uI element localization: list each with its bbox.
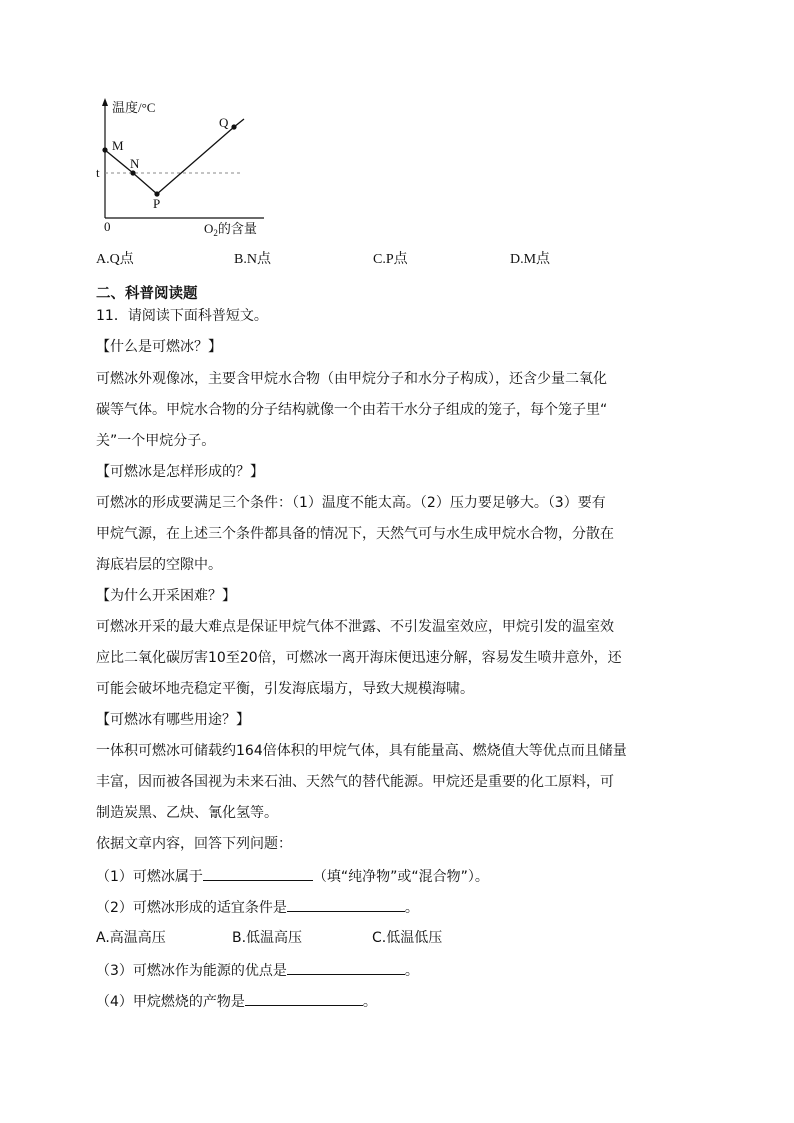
question-2 <box>96 897 419 918</box>
p4-line-3: 制造炭黑、乙炔、氰化氢等。 <box>96 805 278 821</box>
p4-line-2: 丰富，因而被各国视为未来石油、天然气的替代能源。甲烷还是重要的化工原料，可 <box>96 774 614 790</box>
p1-line-1: 可燃冰外观像冰，主要含甲烷水合物（由甲烷分子和水分子构成），还含少量二氧化 <box>96 371 607 387</box>
q2-text: （2）可燃冰形成的适宜条件是 <box>96 900 287 916</box>
heading-uses: 【可燃冰有哪些用途？】 <box>96 712 250 728</box>
heading-what: 【什么是可燃冰？】 <box>96 339 222 355</box>
p1-line-3: 关”一个甲烷分子。 <box>96 433 216 449</box>
temperature-curve <box>105 119 244 194</box>
q3-text-end: 。 <box>404 963 419 979</box>
q10-option-b[interactable]: B.N点 <box>234 252 271 267</box>
p1-line-2: 碳等气体。甲烷水合物的分子结构就像一个由若干水分子组成的笼子，每个笼子里“ <box>96 402 608 418</box>
q10-option-c[interactable]: C.P点 <box>373 252 408 267</box>
q2-option-a[interactable]: A.高温高压 <box>96 930 166 946</box>
label-p: P <box>153 196 161 211</box>
q3-answer-blank[interactable] <box>287 960 405 975</box>
q4-text: （4）甲烷燃烧的产物是 <box>96 994 245 1010</box>
label-q: Q <box>219 115 229 130</box>
heading-formation: 【可燃冰是怎样形成的？】 <box>96 464 264 480</box>
p3-line-3: 可能会破坏地壳稳定平衡，引发海底塌方，导致大规模海啸。 <box>96 681 474 697</box>
question-3 <box>96 960 419 981</box>
p2-line-1: 可燃冰的形成要满足三个条件：（1）温度不能太高。（2）压力要足够大。（3）要有 <box>96 495 606 511</box>
q2-options <box>96 928 696 948</box>
point-q <box>231 124 236 129</box>
temperature-o2-graph <box>88 92 288 242</box>
q4-text-end: 。 <box>362 994 377 1010</box>
q10-options <box>96 248 736 268</box>
section-title: 二、科普阅读题 <box>96 286 198 302</box>
label-m: M <box>112 138 124 153</box>
p3-line-1: 可燃冰开采的最大难点是保证甲烷气体不泄露、不引发温室效应，甲烷引发的温室效 <box>96 619 614 635</box>
q11-intro: 11．请阅读下面科普短文。 <box>96 308 268 324</box>
x-axis-label: $O_2$的含量 <box>204 221 257 238</box>
point-n <box>130 170 135 175</box>
p4-line-1: 一体积可燃冰可储载约164倍体积的甲烷气体，具有能量高、燃烧值大等优点而且储量 <box>96 743 627 759</box>
q4-answer-blank[interactable] <box>245 991 363 1006</box>
label-t: t <box>96 165 100 180</box>
label-n: N <box>130 156 140 171</box>
q1-text: （1）可燃冰属于 <box>96 869 203 885</box>
p2-line-2: 甲烷气源，在上述三个条件都具备的情况下，天然气可与水生成甲烷水合物，分散在 <box>96 526 614 542</box>
point-m <box>102 147 107 152</box>
q3-text: （3）可燃冰作为能源的优点是 <box>96 963 287 979</box>
q2-text-end: 。 <box>404 900 419 916</box>
y-axis-arrow <box>102 98 108 106</box>
q1-answer-blank[interactable] <box>203 866 313 881</box>
q10-option-a[interactable]: A.Q点 <box>96 252 134 267</box>
questions-prompt: 依据文章内容，回答下列问题： <box>96 836 292 852</box>
heading-difficulty: 【为什么开采困难？】 <box>96 588 236 604</box>
q2-option-b[interactable]: B.低温高压 <box>232 930 303 946</box>
question-1 <box>96 866 489 887</box>
y-axis-label: 温度/°C <box>112 100 156 115</box>
question-4 <box>96 991 377 1012</box>
p3-line-2: 应比二氧化碳厉害10至20倍，可燃冰一离开海床便迅速分解，容易发生喷井意外，还 <box>96 650 622 666</box>
origin-label: 0 <box>104 219 111 234</box>
q2-answer-blank[interactable] <box>287 897 405 912</box>
q1-text-end: （填“纯净物”或“混合物”）。 <box>312 869 489 885</box>
q2-option-c[interactable]: C.低温低压 <box>372 930 443 946</box>
q10-option-d[interactable]: D.M点 <box>510 252 551 267</box>
p2-line-3: 海底岩层的空隙中。 <box>96 557 222 573</box>
